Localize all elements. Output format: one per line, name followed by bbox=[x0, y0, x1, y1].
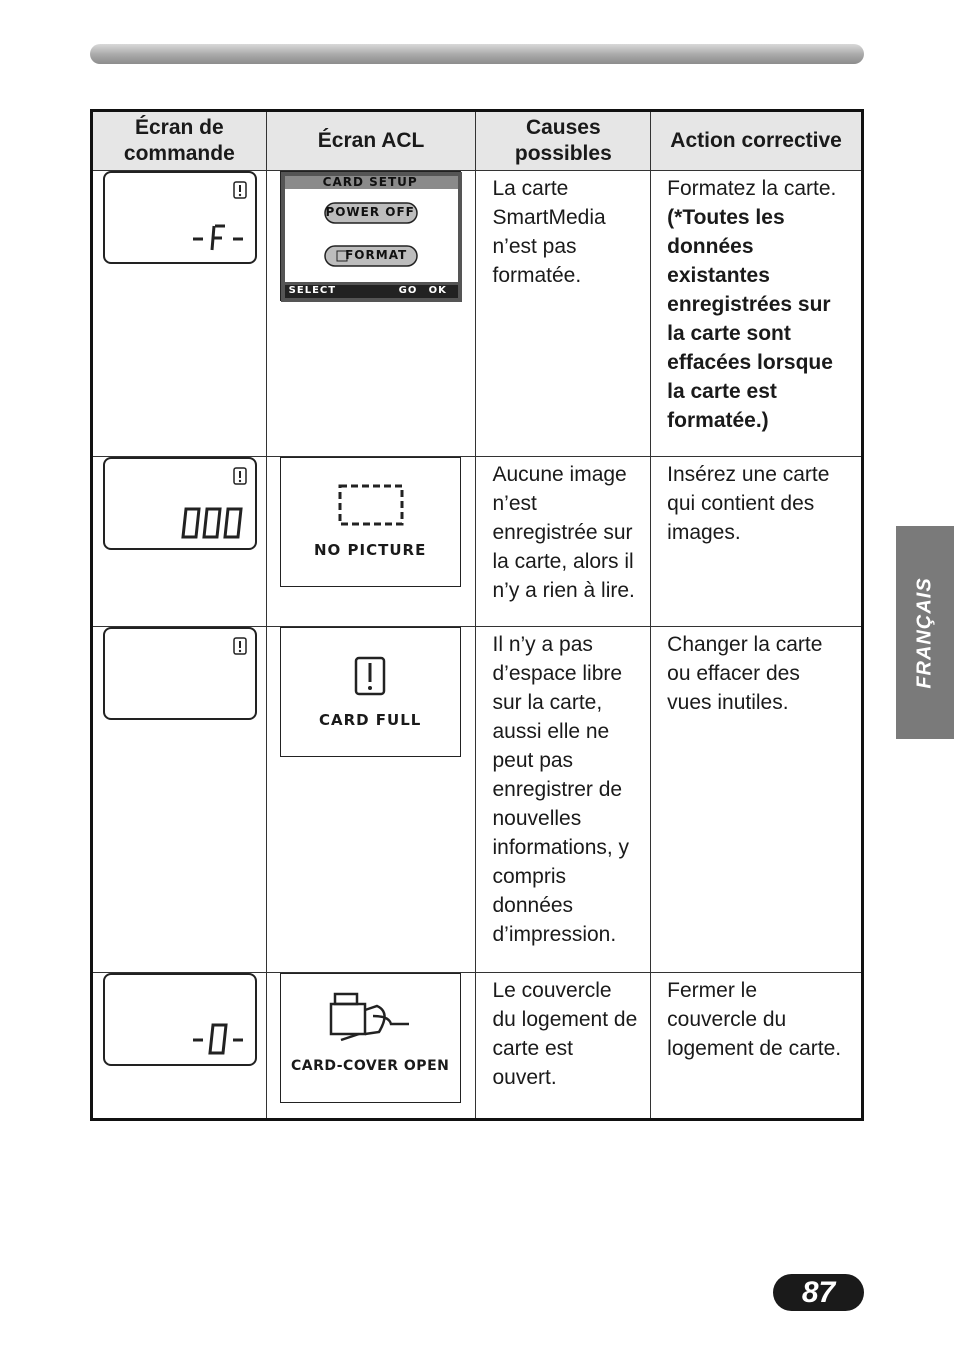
power-off-option: POWER OFF bbox=[325, 205, 415, 219]
card-setup-screen bbox=[280, 171, 461, 301]
cause-text: Le couvercle du logement de carte est ouvert. bbox=[492, 979, 638, 1089]
control-panel-cell bbox=[92, 457, 267, 627]
control-panel-lcd bbox=[103, 973, 257, 1066]
table-row bbox=[92, 457, 863, 627]
cause-cell bbox=[476, 627, 651, 973]
control-panel-lcd bbox=[103, 457, 257, 550]
action-text-plain: Formatez la carte. bbox=[667, 177, 837, 200]
lcd-screen-cell bbox=[266, 457, 476, 627]
page-number: 87 bbox=[773, 1274, 864, 1311]
no-picture-caption: NO PICTURE bbox=[314, 541, 427, 559]
header-control-screen: Écran de commande bbox=[92, 111, 267, 171]
language-side-tab bbox=[896, 526, 954, 739]
language-label: FRANÇAIS bbox=[913, 576, 936, 689]
cause-text: Aucune image n’est enregistrée sur la carte, alors il n’y a rien à lire. bbox=[492, 463, 635, 602]
action-text: Changer la carte ou effacer des vues inutiles. bbox=[667, 633, 823, 714]
table-header-row bbox=[92, 111, 863, 171]
action-text: Fermer le couvercle du logement de carte. bbox=[667, 979, 842, 1060]
control-panel-lcd bbox=[103, 627, 257, 720]
card-full-screen bbox=[280, 627, 461, 757]
action-text-warning: (*Toutes les données existantes enregistrées sur la carte sont effacées lorsque la carte est formatée.) bbox=[667, 206, 833, 432]
lcd-screen-cell bbox=[266, 627, 476, 973]
card-warning-icon bbox=[233, 637, 247, 655]
troubleshooting-table bbox=[90, 109, 864, 1121]
card-cover-open-icon bbox=[329, 990, 415, 1046]
action-cell bbox=[651, 171, 863, 457]
select-label: SELECT bbox=[288, 285, 337, 296]
ok-label: OK bbox=[428, 285, 447, 296]
cause-text: La carte SmartMedia n’est pas formatée. bbox=[492, 177, 606, 287]
header-action: Action corrective bbox=[651, 111, 863, 171]
no-picture-screen bbox=[280, 457, 461, 587]
segment-display-0 bbox=[191, 1022, 247, 1056]
empty-frame-icon bbox=[338, 484, 404, 526]
top-decorative-bar bbox=[90, 44, 864, 64]
table-row bbox=[92, 171, 863, 457]
action-text bbox=[651, 171, 861, 435]
go-label: GO bbox=[398, 285, 418, 296]
action-cell bbox=[651, 457, 863, 627]
action-text: Insérez une carte qui contient des images. bbox=[667, 463, 830, 544]
control-panel-cell bbox=[92, 171, 267, 457]
cause-cell bbox=[476, 973, 651, 1120]
header-causes: Causes possibles bbox=[476, 111, 651, 171]
action-cell bbox=[651, 627, 863, 973]
table-row bbox=[92, 973, 863, 1120]
card-setup-title: CARD SETUP bbox=[322, 175, 418, 189]
segment-display-000 bbox=[181, 506, 247, 540]
card-full-warning-icon bbox=[354, 656, 386, 696]
card-setup-menu bbox=[281, 172, 462, 302]
control-panel-lcd bbox=[103, 171, 257, 264]
header-lcd-screen: Écran ACL bbox=[266, 111, 476, 171]
table-row bbox=[92, 627, 863, 973]
card-cover-open-caption: CARD-COVER OPEN bbox=[290, 1058, 450, 1074]
card-warning-icon bbox=[233, 467, 247, 485]
segment-display-f bbox=[191, 222, 247, 254]
cause-cell bbox=[476, 457, 651, 627]
card-full-caption: CARD FULL bbox=[318, 711, 422, 729]
format-option: FORMAT bbox=[345, 248, 408, 262]
lcd-screen-cell bbox=[266, 171, 476, 457]
card-warning-icon bbox=[233, 181, 247, 199]
control-panel-cell bbox=[92, 627, 267, 973]
lcd-screen-cell bbox=[266, 973, 476, 1120]
control-panel-cell bbox=[92, 973, 267, 1120]
card-cover-open-screen bbox=[280, 973, 461, 1103]
cause-cell bbox=[476, 171, 651, 457]
cause-text: Il n’y a pas d’espace libre sur la carte, aussi elle ne peut pas enregistrer de nouvelles informations, y compris données d’impression. bbox=[492, 633, 630, 946]
action-cell bbox=[651, 973, 863, 1120]
